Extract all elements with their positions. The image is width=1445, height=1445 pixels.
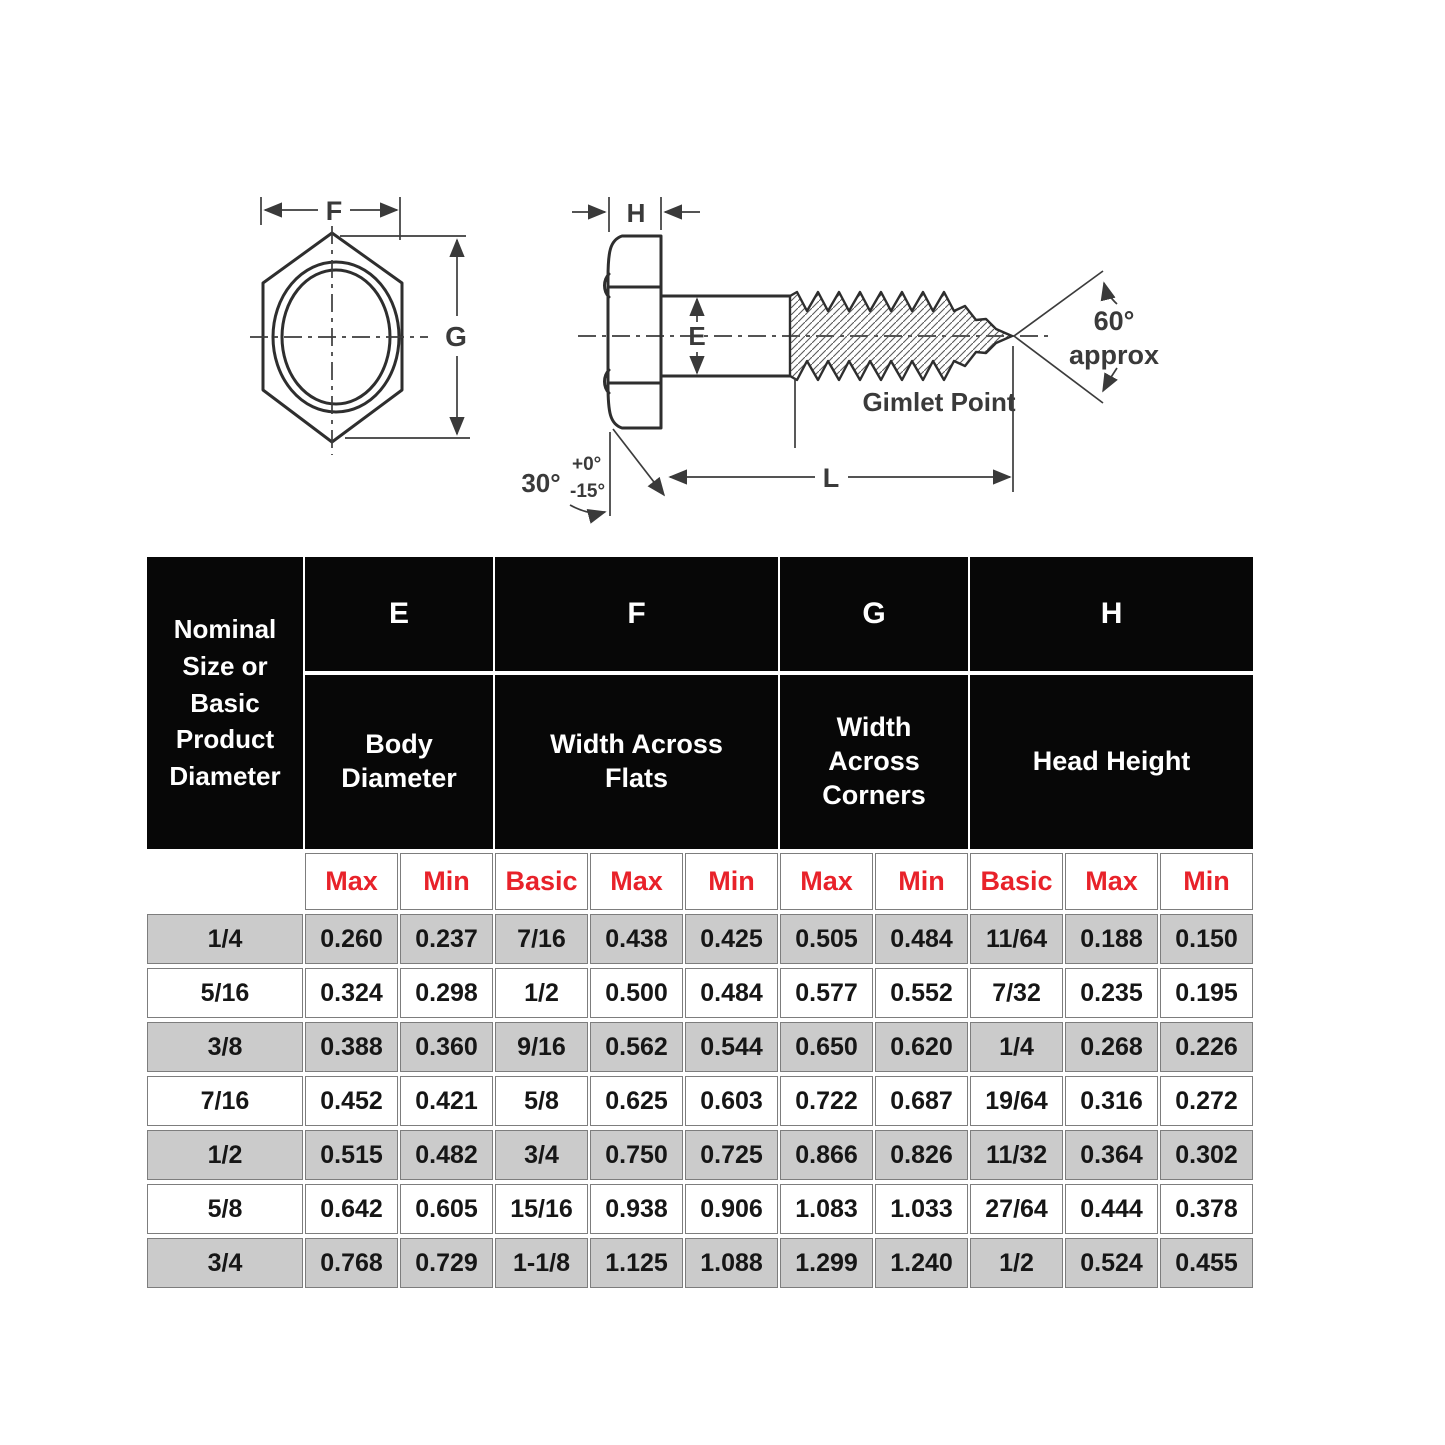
group-name-text: Width Across Flats [550,729,723,793]
cell: 0.577 [780,968,873,1018]
cell: 0.650 [780,1022,873,1072]
group-header-E: E [305,557,493,671]
subheader-h-min: Min [1160,853,1253,910]
group-name-text: Head Height [1032,746,1191,777]
cell: 0.906 [685,1184,778,1234]
cell: 0.452 [305,1076,398,1126]
cell: 1.088 [685,1238,778,1288]
cell: 0.364 [1065,1130,1158,1180]
cell: 5/16 [147,968,303,1018]
lag-screw-dimension-table [145,553,1255,1292]
threaded-shank [790,292,1012,380]
subheader-f-max: Max [590,853,683,910]
cell: 0.500 [590,968,683,1018]
subheader-e-min: Min [400,853,493,910]
cell: 0.544 [685,1022,778,1072]
cell: 3/4 [147,1238,303,1288]
dim-label-F: F [325,196,343,226]
hex-head-front-view [250,196,470,455]
cell: 0.826 [875,1130,968,1180]
dim-label-H: H [626,198,646,228]
cell: 1.083 [780,1184,873,1234]
table-row [147,1130,1253,1180]
group-name-text: Width Across Corners [822,712,926,810]
cell: 15/16 [495,1184,588,1234]
chamfer-tol-minus-label: -15° [570,481,606,502]
group-header-H: H [970,557,1253,671]
subheader-g-min: Min [875,853,968,910]
cell: 5/8 [147,1184,303,1234]
cell: 0.524 [1065,1238,1158,1288]
table-row [147,914,1253,964]
subheader-spacer [147,853,303,910]
cell: 0.484 [875,914,968,964]
point-angle-label: 60° [1093,306,1135,336]
cell: 0.866 [780,1130,873,1180]
cell: 0.226 [1160,1022,1253,1072]
dim-label-G: G [445,321,467,352]
subheader-e-max: Max [305,853,398,910]
cell: 0.195 [1160,968,1253,1018]
cell: 1/4 [147,914,303,964]
cell: 19/64 [970,1076,1063,1126]
cell: 0.260 [305,914,398,964]
cell: 0.562 [590,1022,683,1072]
chamfer-angle-label: 30° [521,468,561,498]
group-name-width-across-corners [780,675,968,849]
cell: 0.552 [875,968,968,1018]
corner-header: Nominal Size or Basic Product Diameter [147,557,303,849]
cell: 3/4 [495,1130,588,1180]
cell: 0.605 [400,1184,493,1234]
table-row [147,968,1253,1018]
cell: 5/8 [495,1076,588,1126]
cell: 0.515 [305,1130,398,1180]
group-name-head-height [970,675,1253,849]
cell: 7/16 [147,1076,303,1126]
subheader-f-min: Min [685,853,778,910]
cell: 0.722 [780,1076,873,1126]
table-row [147,1076,1253,1126]
cell: 27/64 [970,1184,1063,1234]
table-row [147,1184,1253,1234]
cell: 0.298 [400,968,493,1018]
gimlet-point-label: Gimlet Point [862,387,1016,417]
cell: 0.603 [685,1076,778,1126]
dim-label-E: E [688,321,706,351]
cell: 11/32 [970,1130,1063,1180]
cell: 0.438 [590,914,683,964]
cell: 0.768 [305,1238,398,1288]
cell: 0.725 [685,1130,778,1180]
cell: 1.240 [875,1238,968,1288]
subheader-f-basic: Basic [495,853,588,910]
cell: 0.378 [1160,1184,1253,1234]
cell: 0.188 [1065,914,1158,964]
lag-screw-technical-drawing [0,0,1445,553]
subheader-h-max: Max [1065,853,1158,910]
cell: 0.268 [1065,1022,1158,1072]
cell: 0.444 [1065,1184,1158,1234]
cell: 0.421 [400,1076,493,1126]
cell: 1.299 [780,1238,873,1288]
cell: 1/2 [147,1130,303,1180]
cell: 1/2 [495,968,588,1018]
cell: 0.482 [400,1130,493,1180]
cell: 0.388 [305,1022,398,1072]
cell: 0.235 [1065,968,1158,1018]
cell: 0.425 [685,914,778,964]
cell: 0.729 [400,1238,493,1288]
subheader-g-max: Max [780,853,873,910]
cell: 0.360 [400,1022,493,1072]
cell: 0.237 [400,914,493,964]
cell: 0.642 [305,1184,398,1234]
point-angle-approx-label: approx [1068,340,1160,370]
cell: 0.150 [1160,914,1253,964]
table-row [147,1022,1253,1072]
cell: 0.302 [1160,1130,1253,1180]
cell: 0.938 [590,1184,683,1234]
cell: 11/64 [970,914,1063,964]
cell: 1/4 [970,1022,1063,1072]
cell: 0.484 [685,968,778,1018]
cell: 0.316 [1065,1076,1158,1126]
group-header-F: F [495,557,778,671]
chamfer-tol-plus-label: +0° [572,454,602,475]
cell: 1/2 [970,1238,1063,1288]
cell: 0.625 [590,1076,683,1126]
lag-screw-side-view [521,197,1159,516]
cell: 0.455 [1160,1238,1253,1288]
subheader-h-basic: Basic [970,853,1063,910]
dim-label-L: L [822,463,840,493]
cell: 1.033 [875,1184,968,1234]
cell: 1.125 [590,1238,683,1288]
cell: 0.505 [780,914,873,964]
cell: 0.272 [1160,1076,1253,1126]
cell: 0.750 [590,1130,683,1180]
table-row [147,1238,1253,1288]
cell: 3/8 [147,1022,303,1072]
cell: 1-1/8 [495,1238,588,1288]
group-name-width-across-flats [495,675,778,849]
cell: 0.620 [875,1022,968,1072]
group-name-body-diameter [305,675,493,849]
cell: 7/16 [495,914,588,964]
group-header-G: G [780,557,968,671]
group-name-text: Body Diameter [341,729,457,793]
cell: 0.687 [875,1076,968,1126]
cell: 7/32 [970,968,1063,1018]
cell: 9/16 [495,1022,588,1072]
cell: 0.324 [305,968,398,1018]
